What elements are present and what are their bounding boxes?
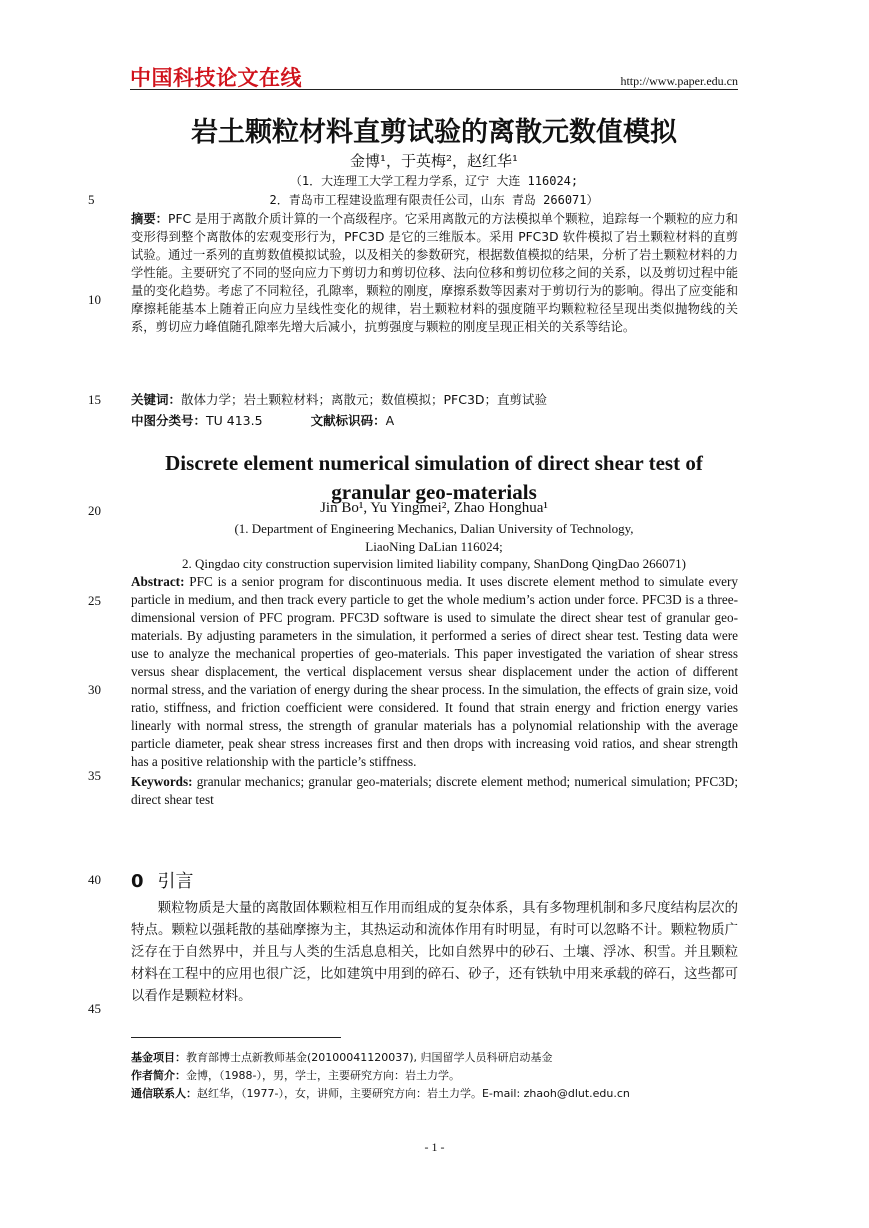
keywords-cn-label: 关键词： [131,392,182,407]
line-number: 5 [88,192,95,207]
footnote-contact [131,1085,738,1101]
abstract-en-text: PFC is a senior program for discontinuous media. It uses discrete element method to simulate every particle in medium, and then track every particle to get the whole medium’s action under force. PFC3D is a three-dimensional version of PFC program. PFC3D software is used to simulate the direct shear test of granular geo-materials. By adjusting parameters in the simulation, it performed a series of direct shear test. Testing data were use to analyze the mechanical properties of geo-materials. This paper investigated the variation of shear stress versus shear displacement, the vertical displacement versus shear displacement under the action of different normal stress, and the variation of energy during the shear process. In the simulation, the effects of grain size, void ratio, stiffness, and friction coefficient were considered. It found that strain energy and friction energy varies linearly with normal stress, the strength of granular materials has a polynomial relationship with the average particle diameter, peak shear stress increases first and then drops with increasing void ratios, and shear strength has a positive relationship with the particle’s stiffness. [131,574,738,769]
affiliation-cn-1: （1．大连理工大学工程力学系，辽宁 大连 116024; [289,174,579,188]
line-number: 20 [88,503,101,518]
affiliation-en-1: (1. Department of Engineering Mechanics, Dalian University of Technology, [234,521,634,536]
clc-label: 中图分类号： [131,413,207,428]
abstract-en-label: Abstract: [131,574,185,589]
line-number: 15 [88,392,101,407]
section-number: 0 [131,871,144,892]
footnote-label: 基金项目： [131,1051,186,1064]
authors-cn: 金博¹，于英梅²，赵红华¹ [349,152,519,170]
doc-code-label: 文献标识码： [310,413,386,428]
line-number: 45 [88,1001,101,1016]
footnote-funding [131,1049,738,1065]
abstract-cn-text: PFC 是用于离散介质计算的一个高级程序。它采用离散元的方法模拟单个颗粒，追踪每一个颗粒的应力和变形得到整个离散体的宏观变形行为，PFC3D 是它的三维版本。采用 PFC3D 软件模拟了岩土颗粒材料的直剪试验。通过一系列的直剪数值模拟试验，以及相关的参数研究，根据数值模拟的结果，分析了岩土颗粒材料的力学性能。主要研究了不同的竖向应力下剪切力和剪切位移、法向位移和剪切位移之间的关系，以及剪切过程中能量的变化趋势。考虑了不同粒径，孔隙率，颗粒的刚度，摩擦系数等因素对于剪切行为的影响。得出了应变能和摩擦耗能基本上随着正向应力呈线性变化的规律，岩土颗粒材料的强度随平均颗粒粒径呈现出类似抛物线的关系，剪切应力峰值随孔隙率先增大后减小，抗剪强度与颗粒的刚度呈现正相关的关系等结论。 [131,212,738,334]
footnote-author [131,1067,738,1083]
header-url[interactable]: http://www.paper.edu.cn [620,74,738,88]
line-number: 30 [88,682,101,697]
abstract-en [131,573,738,809]
footnote-label: 作者简介： [131,1069,186,1082]
affiliation-en-3: 2. Qingdao city construction supervision limited liability company, ShanDong QingDao 266071) [182,556,686,571]
affiliation-cn-2: 2．青岛市工程建设监理有限责任公司，山东 青岛 266071） [269,193,599,207]
abstract-cn [131,210,738,336]
doc-code-value: A [385,413,395,428]
affiliation-en-2: LiaoNing DaLian 116024; [365,539,503,554]
journal-logo: 中国科技论文在线 [130,66,302,90]
line-number: 40 [88,872,101,887]
footnote-text: 赵红华，（1977-），女，讲师，主要研究方向：岩土力学。E-mail: zhaoh@dlut.edu.cn [197,1087,630,1100]
clc-value: TU 413.5 [206,413,263,428]
paper-title-cn: 岩土颗粒材料直剪试验的离散元数值模拟 [191,117,677,148]
keywords-en-label: Keywords: [131,774,193,789]
page-number: - 1 - [424,1140,445,1154]
footnote-text: 金博，（1988-），男，学士，主要研究方向：岩土力学。 [186,1069,460,1082]
keywords-cn-text: 散体力学；岩土颗粒材料；离散元；数值模拟；PFC3D；直剪试验 [181,392,548,407]
footnote-text: 教育部博士点新教师基金(20100041120037), 归国留学人员科研启动基金 [186,1051,553,1064]
header-rule [130,89,738,90]
authors-en: Jin Bo¹, Yu Yingmei², Zhao Honghua¹ [320,500,548,516]
line-number: 10 [88,292,101,307]
footnote-label: 通信联系人： [131,1087,197,1100]
paper-title-en: Discrete element numerical simulation of direct shear test of granular geo-materials [165,451,703,504]
footnote-rule [131,1037,341,1038]
section-title: 引言 [157,871,194,892]
keywords-en [131,773,738,809]
abstract-cn-label: 摘要： [131,212,169,226]
keywords-cn [131,390,738,408]
line-number: 25 [88,593,101,608]
intro-paragraph: 颗粒物质是大量的离散固体颗粒相互作用而组成的复杂体系，具有多物理机制和多尺度结构层次的特点。颗粒以强耗散的基础摩擦为主，其热运动和流体作用有时明显，有时可以忽略不计。颗粒物质广泛存在于自然界中，并且与人类的生活息息相关，比如自然界中的砂石、土壤、浮冰、积雪。并且颗粒材料在工程中的应用也很广泛，比如建筑中用到的碎石、砂子，还有铁轨中用来承载的碎石，这些都可以看作是颗粒材料。 [131,901,738,1004]
keywords-en-text: granular mechanics; granular geo-materials; discrete element method; numerical simulation; PFC3D; direct shear test [131,774,738,807]
line-number: 35 [88,768,101,783]
classification-line [131,411,738,429]
section-heading [131,867,194,893]
